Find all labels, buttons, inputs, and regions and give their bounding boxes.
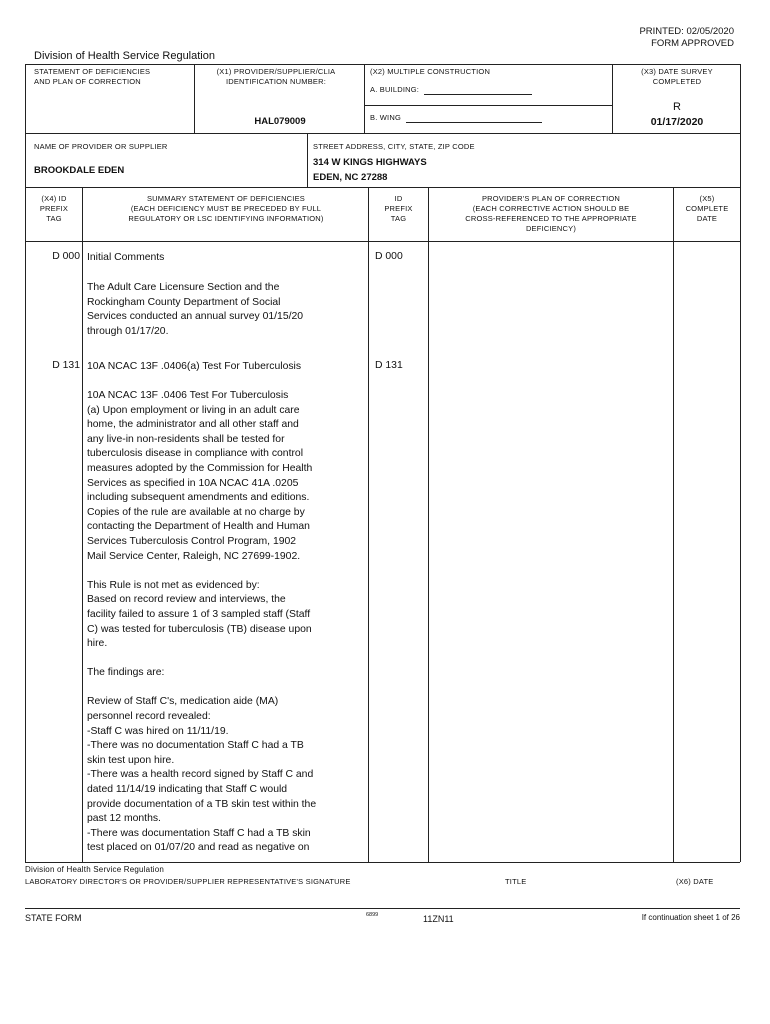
form-number: 6899 [366, 912, 379, 918]
table-right-border [740, 64, 741, 862]
col-divider-2 [368, 187, 369, 862]
provider-id-number: HAL079009 [254, 116, 306, 127]
entry-title: 10A NCAC 13F .0406(a) Test For Tuberculosis [87, 361, 302, 372]
printed-date: PRINTED: 02/05/2020 [639, 26, 734, 37]
divider-x3 [612, 64, 613, 133]
continuation-sheet: If continuation sheet 1 of 26 [641, 913, 740, 922]
building-blank [424, 94, 532, 95]
survey-code: R [673, 101, 681, 113]
col-header-summary: SUMMARY STATEMENT OF DEFICIENCIES (EACH DEFICIENCY MUST BE PRECEDED BY FULL REGULATORY OR LSC IDENTIFYING INFORMATION) [128, 194, 324, 223]
divider-building-wing [364, 105, 612, 106]
divider-provider-address [307, 133, 308, 187]
col-header-x4: (X4) ID PREFIX TAG [39, 194, 69, 223]
col-divider-1 [82, 187, 83, 862]
x6-date-label: (X6) DATE [676, 877, 714, 886]
entry-text: 10A NCAC 13F .0406 Test For Tuberculosis (a) Upon employment or living in an adult care home, the administrator and all other staff and any live-in non-residents shall be tested for tuberculosis disease in compliance with control measures adopted by the Commission for Health Services as specified in 10A NCAC 41A .0205 including subsequent amendments and editions. Copies of the rule are available at no charge by contacting the Department of Health and Human Services Tuberculosis Control Program, 1902 Mail Service Center, Raleigh, NC 27699-1902. This Rule is not met as evidenced by: Based on record review and interviews, the facility failed to assure 1 of 3 sampled staff (Staff C) was tested for tuberculosis (TB) disease upon hire. The findings are: Review of Staff C's, medication aide (MA) personnel record revealed: -Staff C was hired on 11/11/19. -There was no documentation Staff C had a TB skin test upon hire. -There was a health record signed by Staff C and dated 11/14/19 indicating that Staff C would provide documentation of a TB skin test within the past 12 months. -There was documentation Staff C had a TB skin test placed on 01/07/20 and read as negative on [87, 390, 317, 854]
footer-division: Division of Health Service Regulation [25, 865, 165, 874]
col-header-id: ID PREFIX TAG [384, 194, 413, 223]
entry-id-tag: D 131 [375, 360, 403, 371]
x3-label: (X3) DATE SURVEY COMPLETED [641, 67, 713, 86]
building-label [370, 85, 532, 95]
header-rule-2 [25, 187, 740, 188]
col-divider-4 [673, 187, 674, 862]
address-line-2: EDEN, NC 27288 [313, 172, 388, 183]
x1-label: (X1) PROVIDER/SUPPLIER/CLIA IDENTIFICATION NUMBER: [216, 67, 336, 86]
entry-tag: D 000 [52, 251, 80, 262]
x2-label: (X2) MULTIPLE CONSTRUCTION [370, 67, 491, 76]
header-rule-1 [25, 133, 740, 134]
divider-x1 [194, 64, 195, 133]
survey-date: 01/17/2020 [650, 116, 704, 128]
building-label-text: A. BUILDING: [370, 85, 420, 94]
form-approved: FORM APPROVED [651, 38, 734, 49]
provider-label: NAME OF PROVIDER OR SUPPLIER [34, 142, 168, 151]
col-divider-3 [428, 187, 429, 862]
division-title: Division of Health Service Regulation [34, 50, 215, 62]
wing-blank [406, 122, 542, 123]
provider-name: BROOKDALE EDEN [34, 165, 125, 176]
table-bottom-rule [25, 862, 740, 863]
table-left-border [25, 64, 26, 862]
header-rule-3 [25, 241, 740, 242]
col-header-x5: (X5) COMPLETE DATE [685, 194, 729, 223]
header-top-rule [25, 64, 740, 65]
address-line-1: 314 W KINGS HIGHWAYS [313, 157, 427, 168]
title-label: TITLE [505, 877, 527, 886]
statement-label: STATEMENT OF DEFICIENCIES AND PLAN OF CORRECTION [34, 67, 151, 86]
wing-label [370, 113, 542, 123]
entry-text: The Adult Care Licensure Section and the Rockingham County Department of Social Services conducted an annual survey 01/15/20 through 01/17/20. [87, 282, 304, 337]
entry-title: Initial Comments [87, 252, 165, 263]
signature-bottom-rule [25, 908, 740, 909]
divider-x2 [364, 64, 365, 133]
wing-label-text: B. WING [370, 113, 401, 122]
signature-label: LABORATORY DIRECTOR'S OR PROVIDER/SUPPLIER REPRESENTATIVE'S SIGNATURE [25, 877, 351, 886]
entry-tag: D 131 [52, 360, 80, 371]
entry-id-tag: D 000 [375, 251, 403, 262]
col-header-plan: PROVIDER'S PLAN OF CORRECTION (EACH CORRECTIVE ACTION SHOULD BE CROSS-REFERENCED TO THE APPROPRIATE DEFICIENCY) [465, 194, 637, 233]
state-form-label: STATE FORM [25, 913, 82, 923]
form-code: 11ZN11 [423, 914, 454, 924]
address-label: STREET ADDRESS, CITY, STATE, ZIP CODE [313, 142, 475, 151]
